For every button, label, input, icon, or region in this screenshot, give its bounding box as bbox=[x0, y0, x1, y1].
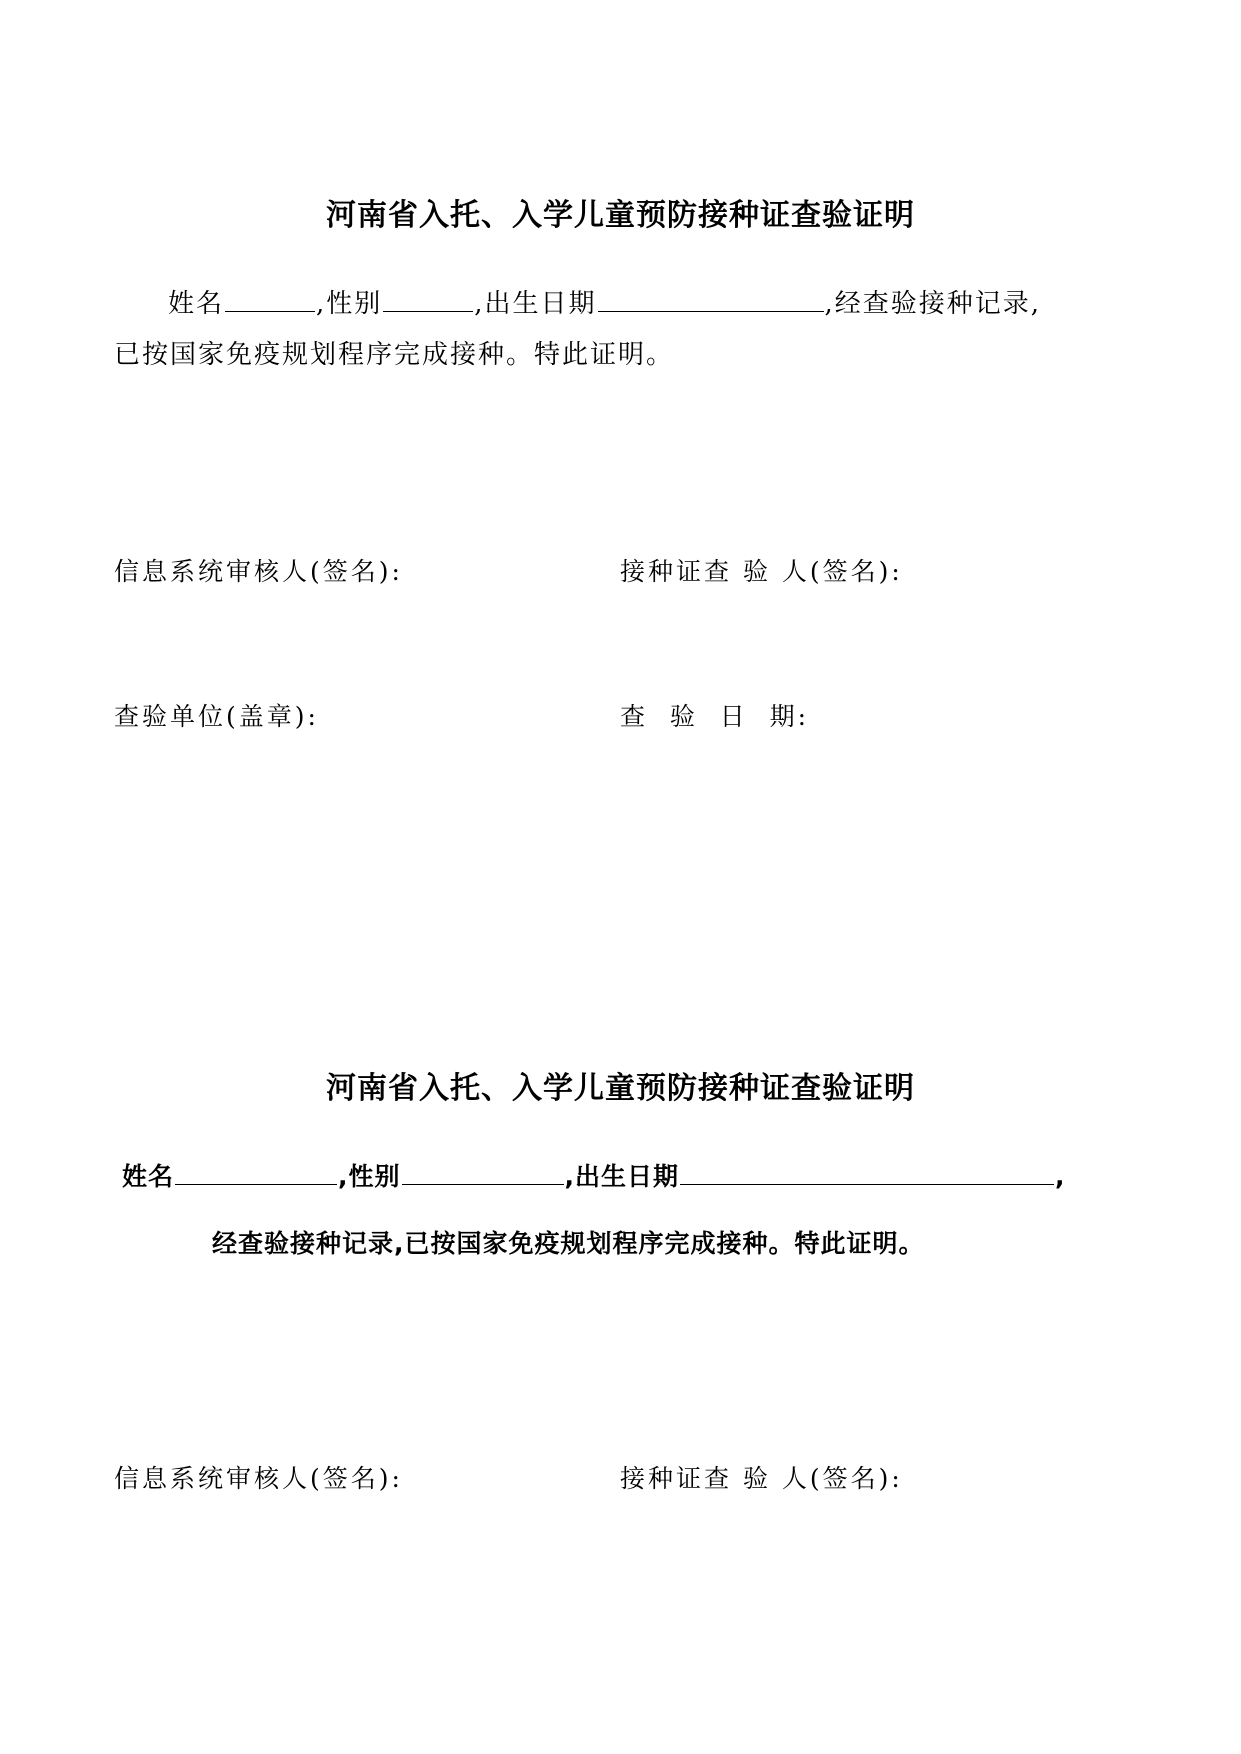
inspection-date-label: 查 验 日 期: bbox=[620, 702, 810, 731]
reviewer-signature-label: 信息系统审核人(签名): bbox=[114, 557, 403, 586]
gender-blank[interactable] bbox=[383, 289, 473, 312]
name-label-2: 姓名 bbox=[122, 1162, 175, 1191]
dob-blank[interactable] bbox=[598, 289, 824, 312]
name-label: 姓名 bbox=[168, 289, 225, 319]
name-blank[interactable] bbox=[225, 289, 315, 312]
inspector-signature-label-2: 接种证查 验 人(签名): bbox=[620, 1464, 903, 1493]
gender-label-2: ,性别 bbox=[338, 1162, 401, 1191]
unit-seal-label: 查验单位(盖章): bbox=[114, 702, 319, 731]
certificate-line-1 bbox=[168, 283, 1041, 320]
reviewer-signature-label-2: 信息系统审核人(签名): bbox=[114, 1464, 403, 1493]
line3-tail: , bbox=[1055, 1162, 1066, 1191]
dob-label: ,出生日期 bbox=[474, 289, 597, 319]
line1-tail: ,经查验接种记录, bbox=[824, 289, 1042, 319]
certificate-line-2: 已按国家免疫规划程序完成接种。特此证明。 bbox=[114, 340, 675, 370]
dob-blank-2[interactable] bbox=[680, 1162, 1054, 1185]
gender-blank-2[interactable] bbox=[402, 1162, 564, 1185]
certificate-line-3 bbox=[122, 1157, 1066, 1193]
certificate-title-2: 河南省入托、入学儿童预防接种证查验证明 bbox=[326, 1071, 915, 1106]
gender-label: ,性别 bbox=[316, 289, 383, 319]
inspector-signature-label: 接种证查 验 人(签名): bbox=[620, 557, 903, 586]
name-blank-2[interactable] bbox=[175, 1162, 337, 1185]
dob-label-2: ,出生日期 bbox=[564, 1162, 680, 1191]
certificate-line-4: 经查验接种记录,已按国家免疫规划程序完成接种。特此证明。 bbox=[212, 1229, 925, 1258]
certificate-title-1: 河南省入托、入学儿童预防接种证查验证明 bbox=[326, 198, 915, 233]
